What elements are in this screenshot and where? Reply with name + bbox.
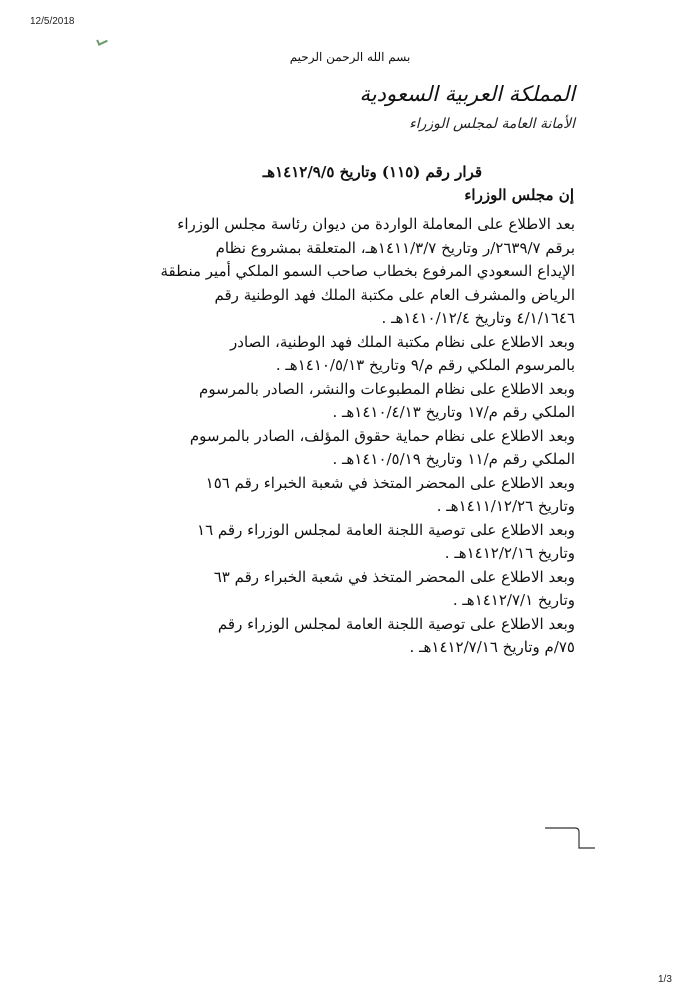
body-line: وبعد الاطلاع على المحضر المتخذ في شعبة الخبراء رقم ٦٣ [213, 567, 575, 586]
scan-corner-mark [96, 36, 108, 46]
body-line: بعد الاطلاع على المعاملة الواردة من ديوان رئاسة مجلس الوزراء [177, 215, 575, 233]
page-corner-bracket [545, 826, 595, 851]
kingdom-letterhead: المملكة العربية السعودية [359, 82, 575, 106]
secretariat-letterhead: الأمانة العامة لمجلس الوزراء [409, 116, 575, 132]
council-heading: إن مجلس الوزراء [464, 186, 574, 204]
decision-body [130, 213, 575, 660]
body-line: وبعد الاطلاع على توصية اللجنة العامة لمجلس الوزراء رقم [217, 614, 575, 633]
body-line: وبعد الاطلاع على المحضر المتخذ في شعبة الخبراء رقم ١٥٦ [205, 473, 575, 492]
body-line: الملكي رقم م/١١ وتاريخ ١٤١٠/٥/١٩هـ . [332, 450, 575, 468]
body-line: وتاريخ ١٤١١/١٢/٢٦هـ . [436, 497, 575, 515]
body-line: برقم ٢٦٣٩/٧/ر وتاريخ ١٤١١/٣/٧هـ، المتعلقة بمشروع نظام [215, 238, 575, 257]
body-line: وبعد الاطلاع على نظام حماية حقوق المؤلف، الصادر بالمرسوم [189, 426, 575, 445]
body-line: وبعد الاطلاع على نظام مكتبة الملك فهد الوطنية، الصادر [230, 332, 575, 351]
decision-title: قرار رقم (١١٥) وتاريخ ١٤١٢/٩/٥هـ [262, 163, 482, 181]
page-number: 1/3 [658, 974, 672, 985]
body-line: الملكي رقم م/١٧ وتاريخ ١٤١٠/٤/١٣هـ . [332, 403, 575, 421]
body-line: وتاريخ ١٤١٢/٧/١هـ . [452, 591, 575, 609]
print-date: 12/5/2018 [30, 16, 75, 27]
body-line: وبعد الاطلاع على توصية اللجنة العامة لمجلس الوزراء رقم ١٦ [197, 520, 575, 539]
basmala: بسم الله الرحمن الرحيم [289, 50, 411, 64]
body-line: بالمرسوم الملكي رقم م/٩ وتاريخ ١٤١٠/٥/١٣هـ . [275, 356, 575, 374]
body-line: وتاريخ ١٤١٢/٢/١٦هـ . [444, 544, 575, 562]
body-line: ٤/١/١٦٤٦ وتاريخ ١٤١٠/١٢/٤هـ . [381, 309, 575, 327]
body-line: الرياض والمشرف العام على مكتبة الملك فهد الوطنية رقم [214, 285, 575, 304]
body-line: وبعد الاطلاع على نظام المطبوعات والنشر، الصادر بالمرسوم [199, 379, 575, 398]
body-line: الإيداع السعودي المرفوع بخطاب صاحب السمو الملكي أمير منطقة [160, 262, 575, 280]
body-line: ٧٥/م وتاريخ ١٤١٢/٧/١٦هـ . [409, 638, 575, 656]
